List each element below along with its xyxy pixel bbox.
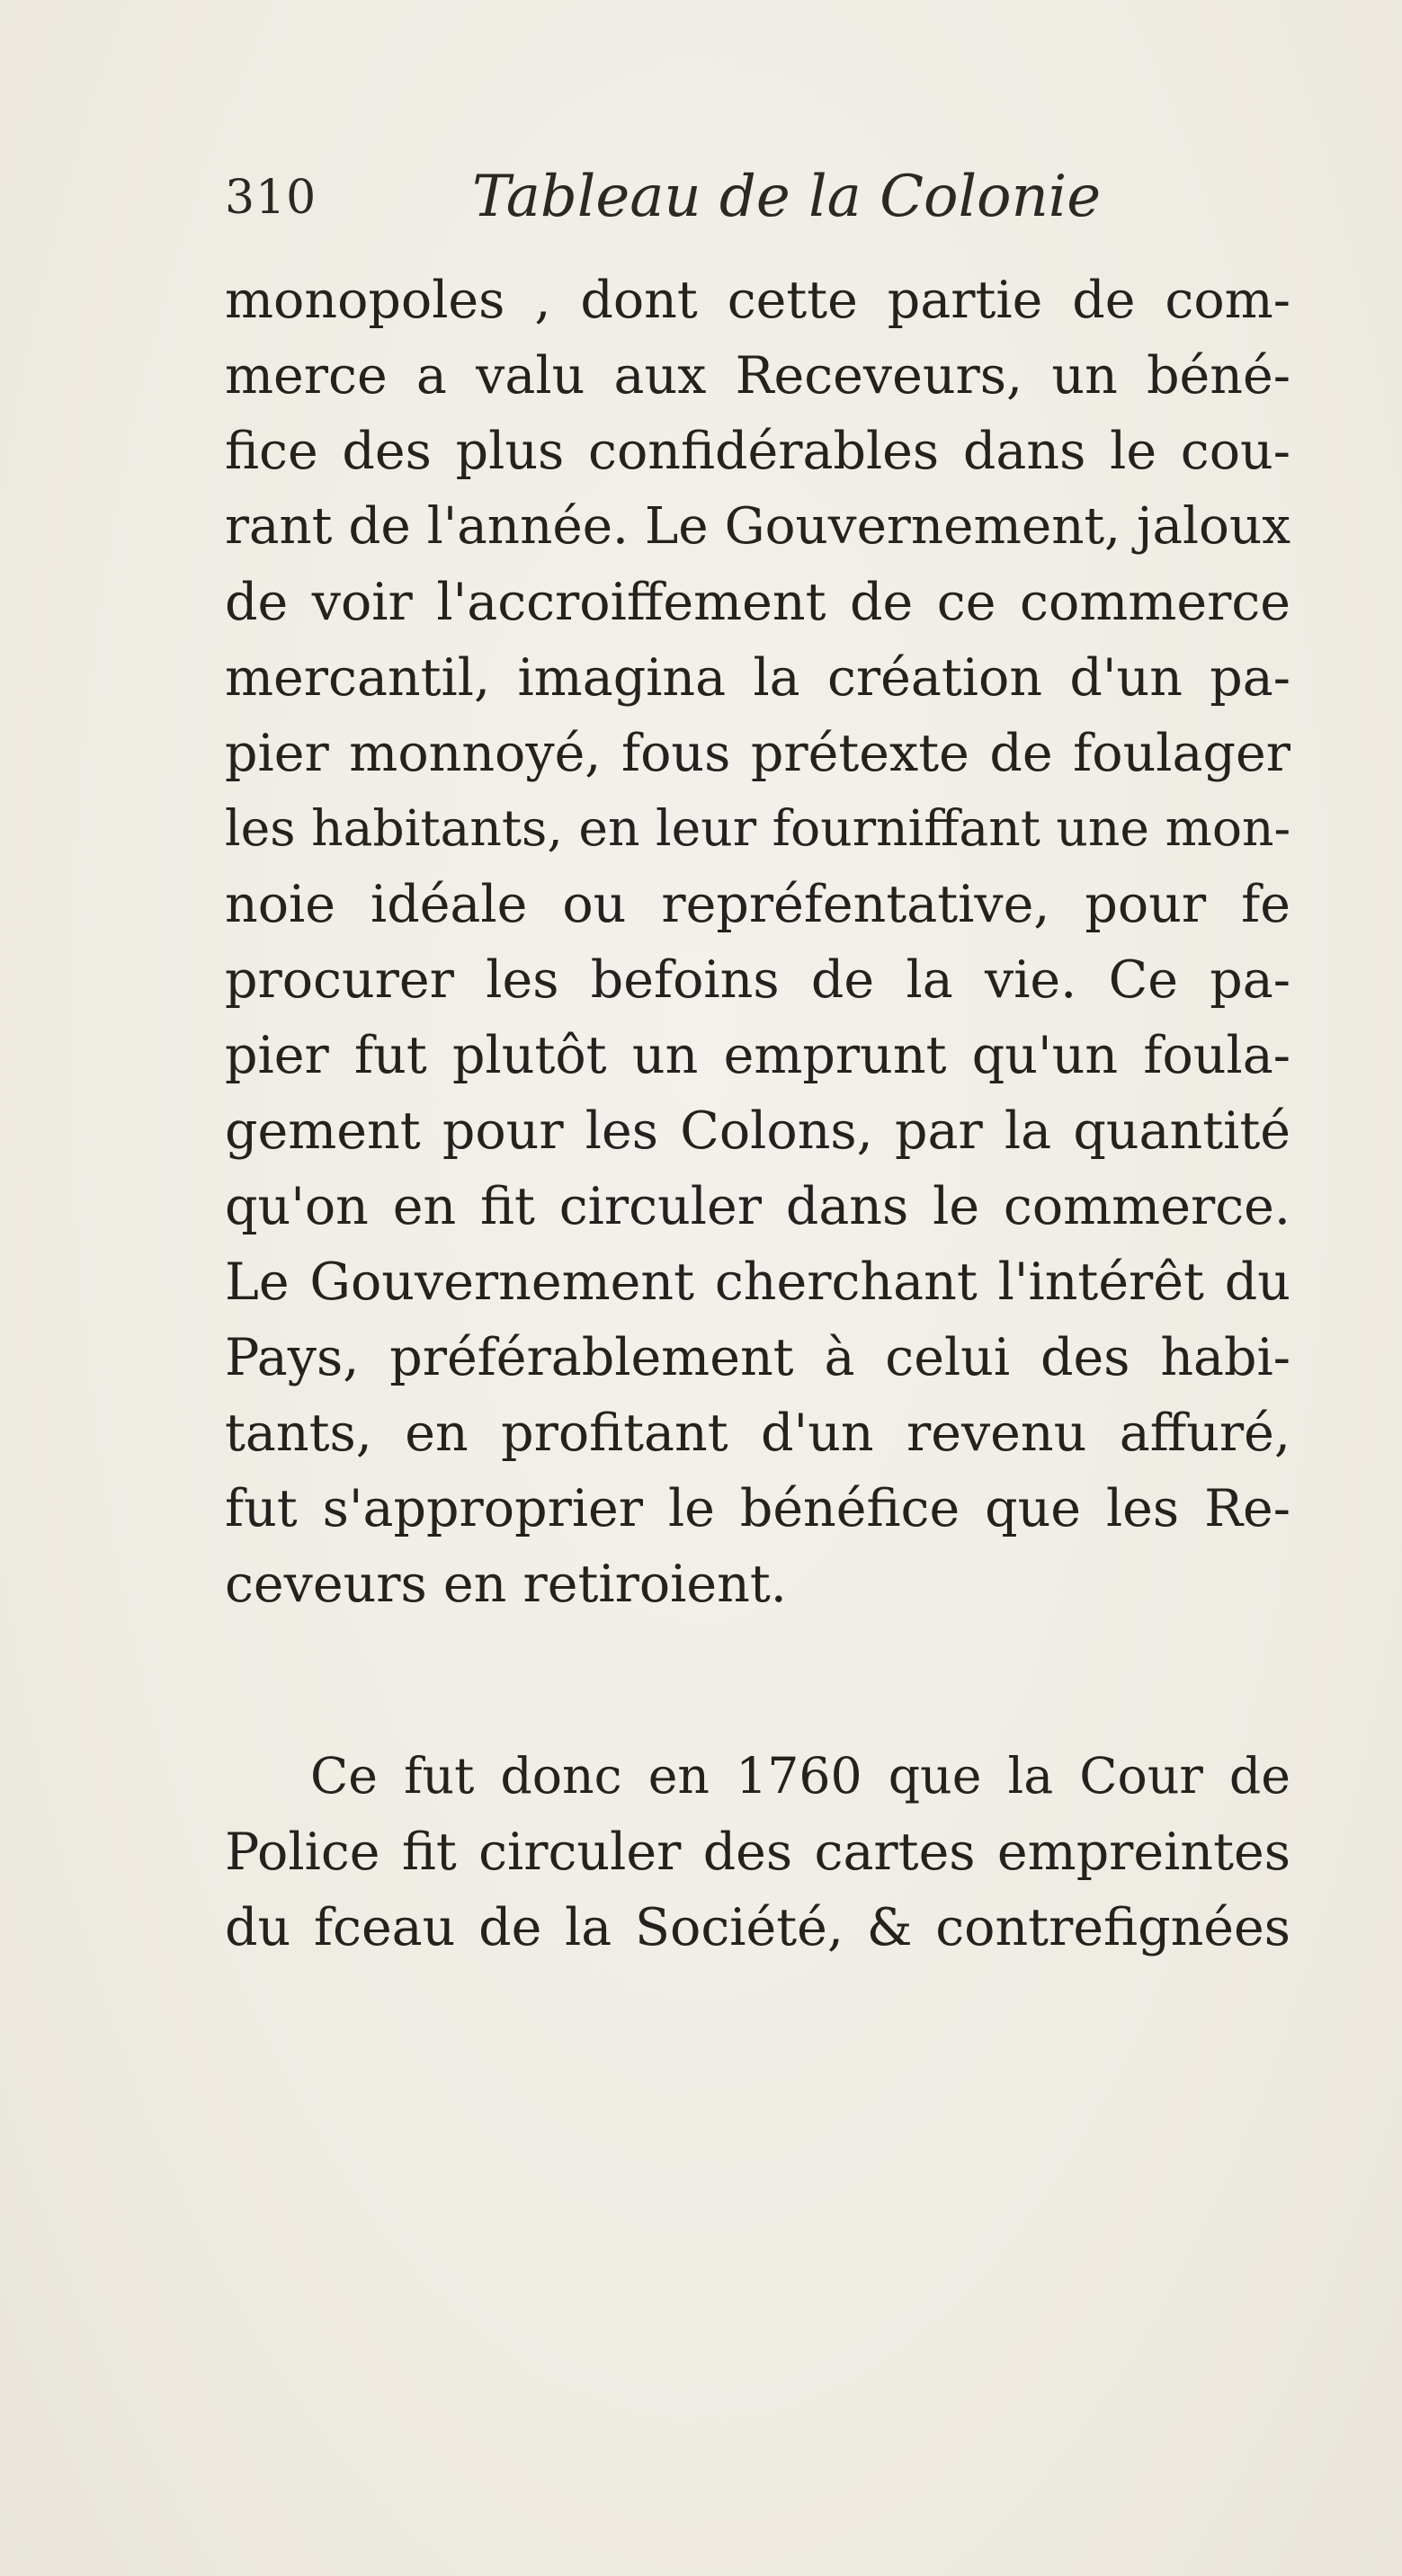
text-line: procurer les befoins de la vie. Ce pa- (225, 950, 1290, 1010)
page-number: 310 (225, 171, 317, 225)
text-line: pier monnoyé, fous prétexte de foulager (225, 724, 1290, 783)
text-line: gement pour les Colons, par la quantité (225, 1101, 1290, 1161)
text-line: du fceau de la Société, & contrefignées (225, 1898, 1290, 1957)
body-text (225, 263, 1290, 1965)
text-line: pier fut plutôt un emprunt qu'un foula- (225, 1026, 1290, 1085)
page-header (225, 164, 1286, 245)
text-line: rant de l'année. Le Gouvernement, jaloux (225, 497, 1290, 556)
text-line: de voir l'accroiffement de ce commerce (225, 573, 1290, 632)
paragraph-1 (225, 263, 1290, 1622)
text-line: ceveurs en retiroient. (225, 1555, 787, 1614)
text-line: fice des plus confidérables dans le cou- (225, 422, 1290, 481)
text-line: Pays, préférablement à celui des habi- (225, 1328, 1290, 1387)
text-line: noie idéale ou repréfentative, pour fe (225, 875, 1290, 934)
text-line: Le Gouvernement cherchant l'intérêt du (225, 1252, 1290, 1312)
text-line: Ce fut donc en 1760 que la Cour de (310, 1748, 1290, 1805)
text-line: Police fit circuler des cartes empreintes (225, 1823, 1290, 1882)
text-line: merce a valu aux Receveurs, un béné- (225, 346, 1290, 406)
text-line: les habitants, en leur fourniffant une mon- (225, 800, 1291, 858)
running-title: Tableau de la Colonie (472, 164, 1102, 230)
text-line: fut s'approprier le bénéfice que les Re- (225, 1479, 1290, 1538)
text-line: monopoles , dont cette partie de com- (225, 271, 1290, 330)
text-line: tants, en profitant d'un revenu affuré, (225, 1404, 1290, 1463)
paragraph-gap (225, 1622, 1290, 1739)
text-line: qu'on en fit circuler dans le commerce. (225, 1177, 1290, 1236)
paragraph-2 (225, 1739, 1290, 1965)
text-line: mercantil, imagina la création d'un pa- (225, 648, 1290, 708)
